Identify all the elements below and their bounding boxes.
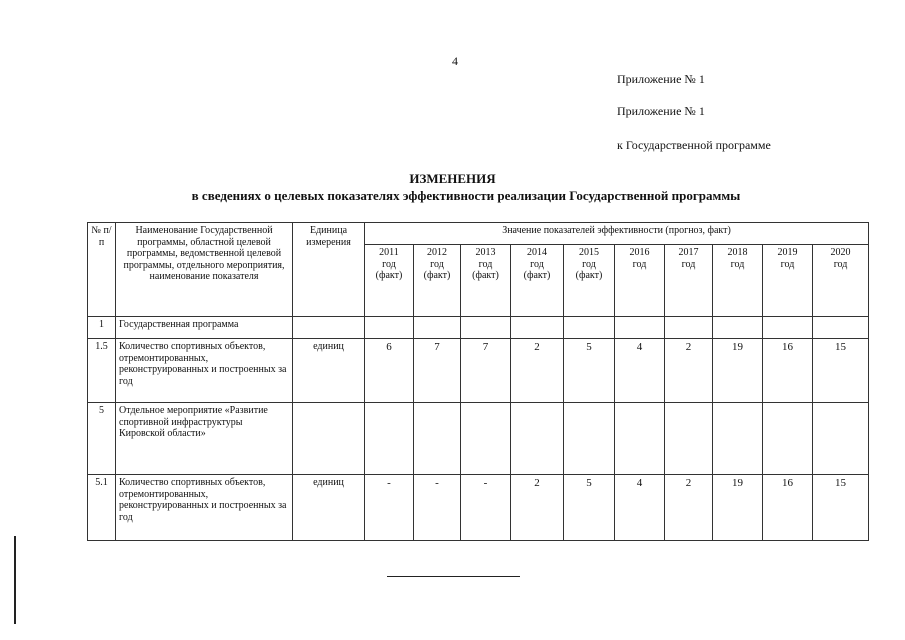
header-year: 2017 год — [665, 245, 713, 317]
row-value — [414, 317, 461, 339]
row-num: 5.1 — [88, 475, 116, 541]
row-value: 2 — [511, 475, 564, 541]
row-value: 19 — [713, 339, 763, 403]
row-value — [763, 403, 813, 475]
header-num: № п/п — [88, 223, 116, 317]
header-year: 2018 год — [713, 245, 763, 317]
row-value — [763, 317, 813, 339]
row-value: 4 — [615, 339, 665, 403]
document-subtitle: в сведениях о целевых показателях эффективности реализации Государственной программы — [191, 188, 741, 203]
header-year: 2013 год (факт) — [461, 245, 511, 317]
row-value: - — [414, 475, 461, 541]
row-value: 5 — [564, 339, 615, 403]
row-value: 4 — [615, 475, 665, 541]
header-year: 2012 год (факт) — [414, 245, 461, 317]
header-year: 2019 год — [763, 245, 813, 317]
table-row — [88, 403, 869, 475]
row-value: 15 — [813, 475, 869, 541]
row-value: - — [365, 475, 414, 541]
header-year: 2011 год (факт) — [365, 245, 414, 317]
row-value — [564, 317, 615, 339]
row-value: 19 — [713, 475, 763, 541]
row-unit: единиц — [293, 339, 365, 403]
row-unit — [293, 403, 365, 475]
row-value: 7 — [461, 339, 511, 403]
row-value: 15 — [813, 339, 869, 403]
table-row — [88, 475, 869, 541]
header-year: 2016 год — [615, 245, 665, 317]
row-value — [414, 403, 461, 475]
row-value — [665, 317, 713, 339]
row-value — [511, 317, 564, 339]
row-value — [365, 317, 414, 339]
row-value: 2 — [665, 339, 713, 403]
row-unit — [293, 317, 365, 339]
row-value — [615, 317, 665, 339]
header-year: 2015 год (факт) — [564, 245, 615, 317]
row-name: Количество спортивных объектов, отремонтированных, реконструированных и построенных за год — [116, 339, 293, 403]
header-name: Наименование Государственной программы, областной целевой программы, ведомственной целевой программы, отдельного мероприятия, наименование показателя — [116, 223, 293, 317]
row-value — [813, 317, 869, 339]
row-num: 1 — [88, 317, 116, 339]
row-name: Отдельное мероприятие «Развитие спортивной инфраструктуры Кировской области» — [116, 403, 293, 475]
row-num: 5 — [88, 403, 116, 475]
row-name: Государственная программа — [116, 317, 293, 339]
header-values-group: Значение показателей эффективности (прогноз, факт) — [365, 223, 869, 245]
row-value — [615, 403, 665, 475]
row-name: Количество спортивных объектов, отремонтированных, реконструированных и построенных за год — [116, 475, 293, 541]
page-number: 4 — [452, 54, 458, 68]
footer-divider — [387, 576, 520, 577]
row-value — [461, 317, 511, 339]
header-unit: Единица измерения — [293, 223, 365, 317]
table-row — [88, 339, 869, 403]
row-value: 2 — [665, 475, 713, 541]
row-value — [511, 403, 564, 475]
row-value: - — [461, 475, 511, 541]
row-value — [713, 403, 763, 475]
row-value — [564, 403, 615, 475]
row-value: 2 — [511, 339, 564, 403]
header-year: 2020 год — [813, 245, 869, 317]
indicators-table — [87, 222, 869, 541]
row-value — [813, 403, 869, 475]
row-unit: единиц — [293, 475, 365, 541]
row-value: 6 — [365, 339, 414, 403]
margin-scan-mark — [14, 536, 16, 624]
row-value — [365, 403, 414, 475]
annex-line-3: к Государственной программе — [617, 138, 771, 152]
row-value — [665, 403, 713, 475]
row-value: 16 — [763, 475, 813, 541]
header-year: 2014 год (факт) — [511, 245, 564, 317]
annex-line-1: Приложение № 1 — [617, 72, 705, 86]
document-title: ИЗМЕНЕНИЯ — [409, 171, 496, 186]
row-value: 7 — [414, 339, 461, 403]
table-row — [88, 317, 869, 339]
row-value: 16 — [763, 339, 813, 403]
annex-line-2: Приложение № 1 — [617, 104, 705, 118]
row-num: 1.5 — [88, 339, 116, 403]
row-value — [713, 317, 763, 339]
row-value — [461, 403, 511, 475]
row-value: 5 — [564, 475, 615, 541]
